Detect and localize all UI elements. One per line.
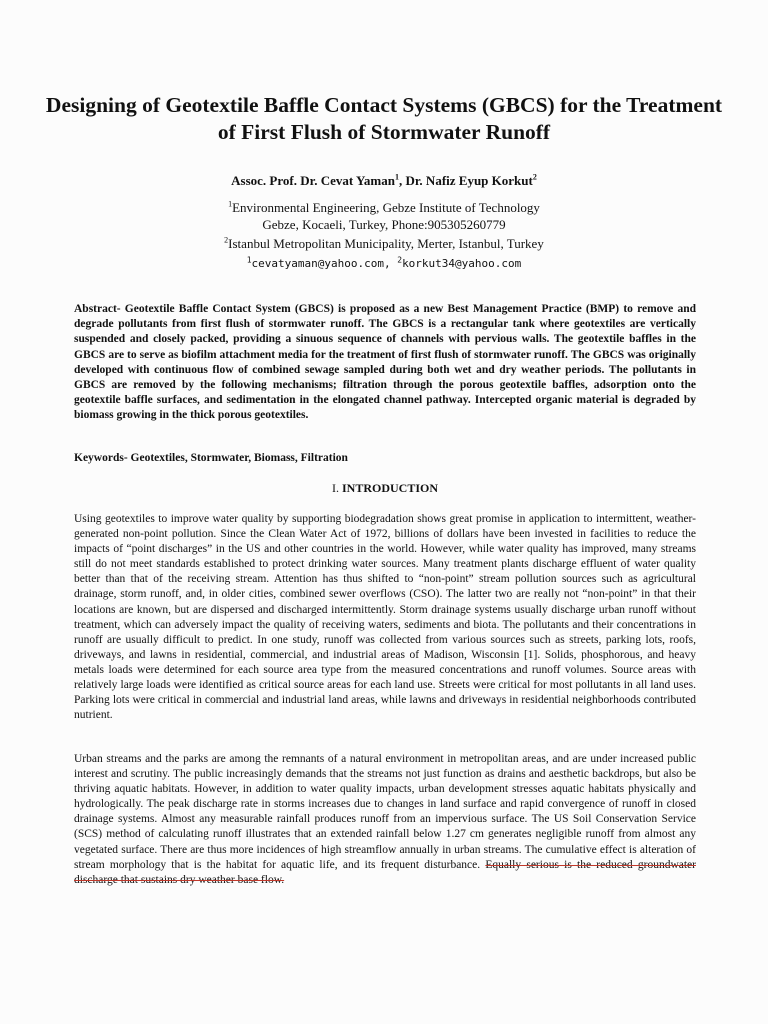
author-emails <box>40 256 728 272</box>
struck-through-sentence: Equally serious is the reduced groundwater discharge that sustains dry weather base flow. <box>74 858 696 886</box>
paper-title: Designing of Geotextile Baffle Contact Systems (GBCS) for the Treatment of First Flush of Stormwater Runoff <box>45 93 723 144</box>
author-separator: , <box>398 173 406 188</box>
affiliation-1-line-1: Environmental Engineering, Gebze Institute of Technology <box>232 200 540 215</box>
author-2-name: Dr. Nafiz Eyup Korkut <box>405 173 533 188</box>
intro-paragraph-2 <box>74 752 696 888</box>
section-title: INTRODUCTION <box>341 481 438 495</box>
email-2-marker: 2 <box>397 255 403 265</box>
abstract: Abstract- Geotextile Baffle Contact System (GBCS) is proposed as a new Best Management Practice (BMP) to remove and degrade pollutants from first flush of stormwater runoff. The GBCS is a rectangular tank where geotextiles are vertically suspended and closely packed, providing a sinuous sequence of channels with pervious walls. The geotextile baffles in the GBCS are to serve as biofilm attachment media for the treatment of first flush of stormwater runoff. The GBCS was originally developed with continuous flow of combined sewage sampled during both wet and dry weather periods. The pollutants in GBCS are removed by the following mechanisms; filtration through the porous geotextile baffles, adsorption onto the geotextile baffle surfaces, and sedimentation in the elongated channel pathway. Intercepted organic material is degraded by biomass growing in the thick porous geotextiles. <box>74 303 696 422</box>
affiliation-2-text: Istanbul Metropolitan Municipality, Merter, Istanbul, Turkey <box>228 236 544 251</box>
intro-paragraph-2-text: Urban streams and the parks are among the remnants of a natural environment in metropolitan areas, and are under increased public interest and scrutiny. The public increasingly demands that the streams not just function as drains and aesthetic backdrops, but also be thriving aquatic habitats. However, in addition to water quality impacts, urban development stresses aquatic habitats physically and hydrologically. The peak discharge rate in storms increases due to changes in land surface and rapid convergence of runoff in closed drainage systems. Almost any measurable rainfall produces runoff from an impervious surface. The US Soil Conservation Service (SCS) method of calculating runoff illustrates that an extended rainfall below 1.27 cm generates negligible runoff from almost any vegetated surface. There are thus more incidences of high streamflow annually in urban streams. The cumulative effect is alteration of stream morphology that is the habitat for aquatic life, and its frequent disturbance. <box>74 753 696 871</box>
keywords: Keywords- Geotextiles, Stormwater, Biomass, Filtration <box>74 452 348 464</box>
section-number: I. <box>331 481 342 495</box>
section-heading-introduction <box>74 480 696 496</box>
affiliation-1 <box>40 199 728 233</box>
affiliation-1-marker: 1 <box>228 199 233 209</box>
affiliation-2-marker: 2 <box>224 235 229 245</box>
email-2: korkut34@yahoo.com <box>402 257 522 270</box>
author-2-affiliation-marker: 2 <box>532 172 537 182</box>
email-1: cevatyaman@yahoo.com, <box>251 257 398 270</box>
intro-paragraph-1: Using geotextiles to improve water quality by supporting biodegradation shows great promise in application to intermittent, weather-generated non-point pollution. Since the Clean Water Act of 1972, billions of dollars have been invested in facilities to reduce the impacts of “point discharges” in the US and other countries in the world. However, while water quality has improved, many streams still do not meet standards established to protect drinking water sources. Many treatment plants discharge effluent of water quality better than that of the receiving stream. Attention has thus shifted to “non-point” stream pollution sources such as agricultural drainage, storm runoff, and, in older cities, combined sewer overflows (CSO). The latter two are really not “non-point” in that their locations are known, but are dispersed and discharged intermittently. Storm drainage systems usually discharge urban runoff without treatment, which can adversely impact the quality of receiving waters, sediments and biota. The pollutants and their concentrations in runoff are usually difficult to predict. In one study, runoff was collected from various sources such as streets, parking lots, roofs, driveways, and lawns in residential, commercial, and industrial areas of Madison, Wisconsin [1]. Solids, phosphorous, and heavy metals loads were determined for each source area type from the measured concentrations and runoff volumes. Source areas with relatively large loads were identified as critical source areas for each land use. Streets were critical for most pollutants in all land uses. Parking lots were critical in commercial and industrial land areas, while lawns and driveways in residential neighborhoods contributed nutrient. <box>74 513 696 722</box>
author-line <box>40 172 728 190</box>
affiliation-1-line-2: Gebze, Kocaeli, Turkey, Phone:905305260779 <box>262 217 506 232</box>
author-1-name: Assoc. Prof. Dr. Cevat Yaman <box>231 173 395 188</box>
author-1-affiliation-marker: 1 <box>394 172 399 182</box>
email-1-marker: 1 <box>246 255 252 265</box>
affiliation-2 <box>40 235 728 252</box>
